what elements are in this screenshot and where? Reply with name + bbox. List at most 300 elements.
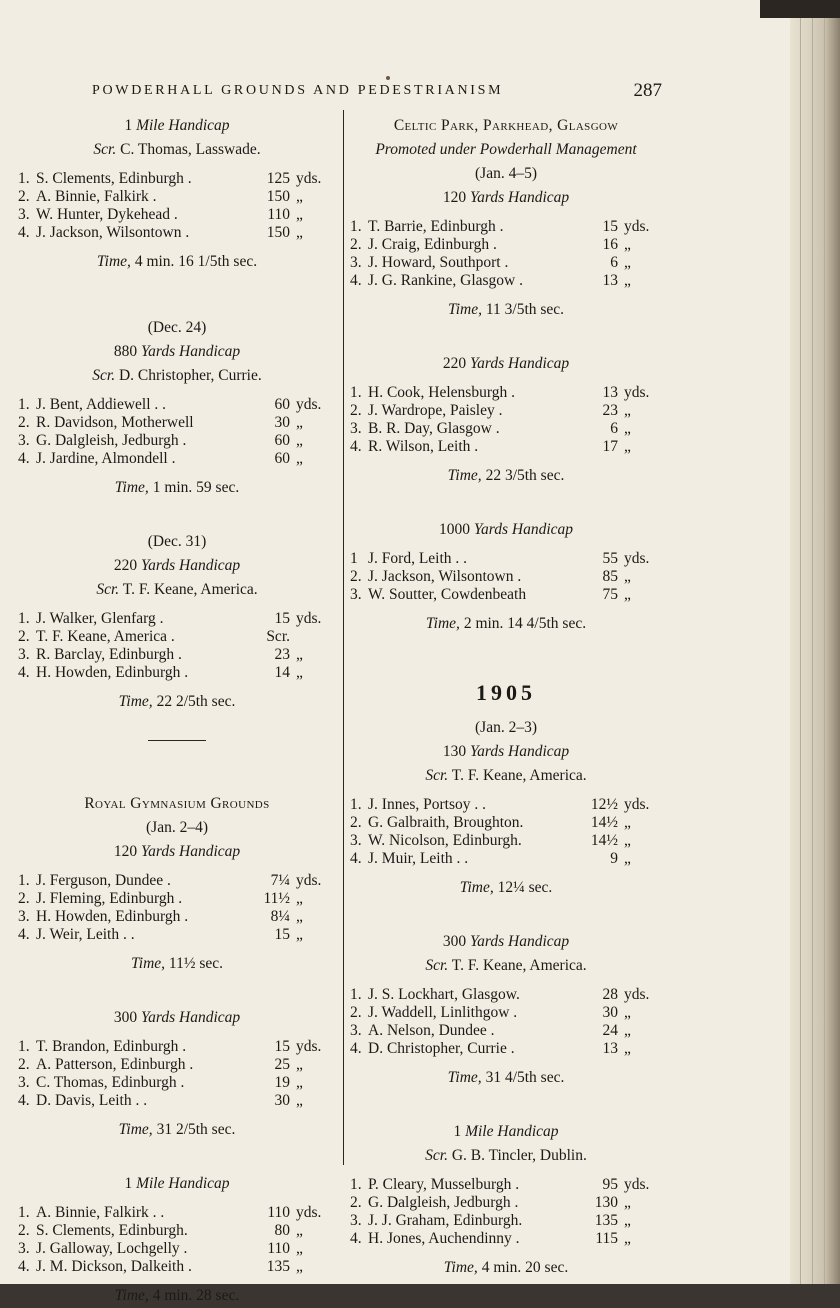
spacer [18,864,336,872]
competitor: J. Ferguson, Dundee . [36,872,171,889]
spacer [18,1196,336,1204]
result-row [350,402,662,420]
result-row [18,414,336,432]
start-allowance: 13 [602,1040,618,1057]
result-row [18,1240,336,1258]
venue-heading: Celtic Park, Parkhead, Glasgow [393,117,619,134]
result-row [350,438,662,456]
placing: 4. [18,1258,30,1275]
meeting-date: (Dec. 31) [147,533,207,550]
winning-time: Time, 4 min. 28 sec. [114,1287,240,1304]
result-row [18,1204,336,1222]
event-block [350,1120,662,1280]
placing: 4. [18,926,30,943]
competitor: D. Christopher, Currie . [368,1040,515,1057]
spacer [18,500,336,530]
event-title: 880 Yards Handicap [113,343,241,360]
result-row [350,1176,662,1194]
unit: „ [296,188,303,205]
result-row [18,450,336,468]
unit: „ [624,832,631,849]
start-allowance: 17 [602,438,618,455]
unit: „ [624,1004,631,1021]
start-allowance: 130 [594,1194,618,1211]
competitor: H. Howden, Edinburgh . [36,664,189,681]
unit: yds. [296,170,322,187]
placing: 2. [350,814,362,831]
event-block [18,530,336,714]
placing: 1. [350,986,362,1003]
unit: yds. [624,384,650,401]
event-block [18,1172,336,1308]
competitor: J. S. Lockhart, Glasgow. [368,986,520,1003]
spacer [350,604,662,612]
start-allowance: 60 [274,432,290,449]
column-divider [343,110,344,1165]
competitor: B. R. Day, Glasgow . [368,420,500,437]
competitor: J. Jardine, Almondell . [36,450,176,467]
event-block [350,518,662,636]
placing: 3. [350,1022,362,1039]
start-allowance: 13 [602,384,618,401]
unit: „ [296,1074,303,1091]
result-row [350,1022,662,1040]
unit: „ [624,586,631,603]
competitor: H. Cook, Helensburgh . [368,384,515,401]
unit: „ [296,1258,303,1275]
start-allowance: 30 [602,1004,618,1021]
start-allowance: 23 [602,402,618,419]
placing: 4. [350,850,362,867]
result-row [350,218,662,236]
unit: „ [296,224,303,241]
placing: 1. [350,384,362,401]
result-row [18,432,336,450]
competitor: J. Fleming, Edinburgh . [36,890,183,907]
result-row [350,1040,662,1058]
scratch-line: Scr. T. F. Keane, America. [425,767,587,784]
result-row [350,586,662,604]
competitor: W. Soutter, Cowdenbeath [368,586,527,603]
start-allowance: 7¼ [270,872,290,889]
placing: 3. [18,1074,30,1091]
winning-time: Time, 31 4/5th sec. [447,1069,565,1086]
spacer [18,242,336,250]
start-allowance: 110 [267,1204,290,1221]
placing: 2. [18,414,30,431]
result-row [18,1038,336,1056]
unit: yds. [296,872,322,889]
result-row [350,1194,662,1212]
unit: „ [624,402,631,419]
start-allowance: 28 [602,986,618,1003]
competitor: A. Nelson, Dundee . [368,1022,495,1039]
unit: „ [296,1222,303,1239]
unit: „ [624,438,631,455]
unit: yds. [296,1038,322,1055]
result-row [350,550,662,568]
competitor: G. Galbraith, Broughton. [368,814,524,831]
placing: 3. [18,908,30,925]
placing: 3. [350,254,362,271]
competitor: J. Bent, Addiewell . . [36,396,167,413]
unit: yds. [624,796,650,813]
page-number: 287 [633,80,662,101]
competitor: J. Ford, Leith . . [368,550,468,567]
competitor: J. M. Dickson, Dalkeith . [36,1258,192,1275]
placing: 3. [18,1240,30,1257]
unit: „ [624,1022,631,1039]
result-row [350,568,662,586]
unit: „ [296,890,303,907]
event-title: 1 Mile Handicap [453,1123,559,1140]
placing: 3. [18,206,30,223]
result-row [18,170,336,188]
unit: yds. [624,550,650,567]
winning-time: Time, 31 2/5th sec. [118,1121,236,1138]
unit: „ [296,646,303,663]
result-row [350,1230,662,1248]
placing: 4. [18,1092,30,1109]
event-title: 120 Yards Handicap [113,843,241,860]
result-row [18,1092,336,1110]
winning-time: Time, 4 min. 16 1/5th sec. [96,253,258,270]
event-block [18,114,336,274]
competitor: J. Craig, Edinburgh . [368,236,497,253]
result-row [350,832,662,850]
start-allowance: 150 [266,188,290,205]
result-row [18,926,336,944]
start-allowance: 150 [266,224,290,241]
start-allowance: 24 [602,1022,618,1039]
start-allowance: 60 [274,450,290,467]
spacer [350,1090,662,1120]
result-row [18,224,336,242]
spacer [350,456,662,464]
competitor: C. Thomas, Edinburgh . [36,1074,185,1091]
spacer [350,1248,662,1256]
page-header [92,80,662,104]
start-allowance: Scr. [266,628,290,645]
unit: yds. [296,1204,322,1221]
unit: „ [624,254,631,271]
spacer [350,900,662,930]
competitor: R. Wilson, Leith . [368,438,479,455]
start-allowance: 25 [274,1056,290,1073]
result-row [18,628,336,646]
spacer [18,1110,336,1118]
event-block [350,930,662,1090]
unit: „ [624,272,631,289]
spacer [18,1142,336,1172]
winning-time: Time, 22 2/5th sec. [118,693,236,710]
competitor: A. Patterson, Edinburgh . [36,1056,194,1073]
start-allowance: 6 [610,420,618,437]
scratch-line: Scr. T. F. Keane, America. [425,957,587,974]
placing: 3. [18,432,30,449]
placing: 3. [350,586,362,603]
spacer [350,1168,662,1176]
start-allowance: 135 [594,1212,618,1229]
start-allowance: 8¼ [270,908,290,925]
spacer [350,788,662,796]
placing: 2. [350,236,362,253]
start-allowance: 30 [274,1092,290,1109]
spacer [18,1276,336,1284]
placing: 3. [350,1212,362,1229]
unit: „ [296,926,303,943]
result-row [350,420,662,438]
competitor: S. Clements, Edinburgh. [36,1222,188,1239]
spacer [350,868,662,876]
start-allowance: 13 [602,272,618,289]
result-row [18,206,336,224]
start-allowance: 9 [610,850,618,867]
result-row [18,1258,336,1276]
unit: yds. [624,986,650,1003]
unit: „ [296,664,303,681]
result-row [350,814,662,832]
event-block [18,792,336,976]
venue-heading: Royal Gymnasium Grounds [84,795,270,812]
result-row [18,610,336,628]
competitor: J. J. Graham, Edinburgh. [368,1212,523,1229]
competitor: J. Jackson, Wilsontown . [36,224,190,241]
competitor: J. G. Rankine, Glasgow . [368,272,523,289]
competitor: W. Nicolson, Edinburgh. [368,832,522,849]
spacer [18,602,336,610]
event-title: 300 Yards Handicap [113,1009,241,1026]
competitor: J. Walker, Glenfarg . [36,610,164,627]
placing: 2. [18,188,30,205]
result-row [18,908,336,926]
placing: 2. [350,402,362,419]
start-allowance: 16 [602,236,618,253]
unit: „ [624,1194,631,1211]
start-allowance: 80 [274,1222,290,1239]
result-row [350,1004,662,1022]
unit: „ [296,432,303,449]
placing: 2. [350,1004,362,1021]
result-row [18,396,336,414]
winning-time: Time, 12¼ sec. [459,879,553,896]
result-row [18,890,336,908]
result-row [18,872,336,890]
competitor: J. Muir, Leith . . [368,850,469,867]
placing: 1. [350,218,362,235]
year-heading: 1905 [476,680,536,705]
spacer [350,290,662,298]
competitor: J. Wardrope, Paisley . [368,402,503,419]
competitor: H. Howden, Edinburgh . [36,908,189,925]
scratch-line: Scr. C. Thomas, Lasswade. [93,141,261,158]
competitor: P. Cleary, Musselburgh . [368,1176,520,1193]
event-block [18,1006,336,1142]
start-allowance: 15 [274,926,290,943]
placing: 1. [18,170,30,187]
placing: 4. [350,272,362,289]
competitor: A. Binnie, Falkirk . [36,188,157,205]
placing: 2. [18,890,30,907]
section-rule [148,740,206,741]
start-allowance: 14½ [590,814,618,831]
unit: „ [624,420,631,437]
placing: 1. [350,1176,362,1193]
result-row [350,272,662,290]
placing: 1 [350,550,358,567]
competitor: J. Galloway, Lochgelly . [36,1240,188,1257]
start-allowance: 135 [266,1258,290,1275]
event-block [350,676,662,900]
placing: 2. [18,1222,30,1239]
scratch-line: Scr. G. B. Tincler, Dublin. [425,1147,587,1164]
competitor: A. Binnie, Falkirk . . [36,1204,165,1221]
promoter-note: Promoted under Powderhall Management [375,141,637,158]
competitor: G. Dalgleish, Jedburgh . [368,1194,519,1211]
placing: 1. [18,1038,30,1055]
result-row [350,850,662,868]
start-allowance: 30 [274,414,290,431]
scratch-line: Scr. T. F. Keane, America. [96,581,258,598]
result-row [18,1056,336,1074]
result-row [350,796,662,814]
spacer [350,322,662,352]
result-row [18,646,336,664]
placing: 2. [18,628,30,645]
competitor: R. Barclay, Edinburgh . [36,646,182,663]
unit: „ [624,1040,631,1057]
event-block [350,114,662,322]
spacer [18,1030,336,1038]
event-title: 220 Yards Handicap [113,557,241,574]
start-allowance: 55 [602,550,618,567]
start-allowance: 14½ [590,832,618,849]
start-allowance: 12½ [590,796,618,813]
unit: „ [624,568,631,585]
winning-time: Time, 2 min. 14 4/5th sec. [425,615,587,632]
right-column [350,114,662,1280]
competitor: S. Clements, Edinburgh . [36,170,192,187]
start-allowance: 15 [602,218,618,235]
event-title: 130 Yards Handicap [442,743,570,760]
result-row [350,986,662,1004]
placing: 1. [350,796,362,813]
spacer [18,740,336,792]
unit: yds. [624,1176,650,1193]
start-allowance: 110 [267,1240,290,1257]
start-allowance: 6 [610,254,618,271]
competitor: J. Weir, Leith . . [36,926,135,943]
result-row [18,1222,336,1240]
unit: yds. [296,610,322,627]
unit: „ [296,908,303,925]
placing: 4. [350,438,362,455]
spacer [350,376,662,384]
result-row [18,664,336,682]
event-block [350,352,662,488]
unit: „ [296,1240,303,1257]
competitor: T. Barrie, Edinburgh . [368,218,504,235]
placing: 4. [18,450,30,467]
start-allowance: 95 [602,1176,618,1193]
placing: 4. [350,1040,362,1057]
unit: „ [624,814,631,831]
competitor: J. Jackson, Wilsontown . [368,568,522,585]
spacer [18,976,336,1006]
result-row [350,384,662,402]
spacer [18,274,336,316]
unit: yds. [296,396,322,413]
start-allowance: 23 [274,646,290,663]
unit: „ [296,1092,303,1109]
event-title: 1 Mile Handicap [124,117,230,134]
winning-time: Time, 22 3/5th sec. [447,467,565,484]
placing: 3. [350,832,362,849]
winning-time: Time, 1 min. 59 sec. [114,479,240,496]
spacer [18,162,336,170]
unit: „ [624,850,631,867]
result-row [350,236,662,254]
unit: „ [296,1056,303,1073]
start-allowance: 15 [274,1038,290,1055]
page-edges [790,0,840,1284]
start-allowance: 19 [274,1074,290,1091]
start-allowance: 125 [266,170,290,187]
start-allowance: 75 [602,586,618,603]
unit: „ [296,414,303,431]
placing: 4. [18,664,30,681]
result-row [350,254,662,272]
spacer [350,210,662,218]
event-title: 1 Mile Handicap [124,1175,230,1192]
placing: 1. [18,610,30,627]
result-row [18,188,336,206]
placing: 4. [18,224,30,241]
meeting-date: (Dec. 24) [147,319,207,336]
result-row [18,1074,336,1092]
competitor: W. Hunter, Dykehead . [36,206,178,223]
unit: „ [624,236,631,253]
start-allowance: 15 [274,610,290,627]
winning-time: Time, 4 min. 20 sec. [443,1259,569,1276]
event-title: 1000 Yards Handicap [438,521,574,538]
placing: 2. [350,568,362,585]
unit: yds. [624,218,650,235]
competitor: H. Jones, Auchendinny . [368,1230,520,1247]
unit: „ [296,450,303,467]
unit: „ [296,206,303,223]
meeting-date: (Jan. 4–5) [475,165,537,182]
start-allowance: 110 [267,206,290,223]
unit: „ [624,1230,631,1247]
placing: 3. [18,646,30,663]
competitor: J. Howard, Southport . [368,254,509,271]
competitor: J. Waddell, Linlithgow . [368,1004,518,1021]
meeting-date: (Jan. 2–3) [475,719,537,736]
spacer [18,388,336,396]
book-cover-edge [760,0,840,18]
event-title: 120 Yards Handicap [442,189,570,206]
spacer [350,542,662,550]
scratch-line: Scr. D. Christopher, Currie. [92,367,262,384]
start-allowance: 85 [602,568,618,585]
spacer [18,944,336,952]
left-column [18,114,336,1308]
result-row [350,1212,662,1230]
placing: 1. [18,1204,30,1221]
placing: 1. [18,396,30,413]
start-allowance: 115 [595,1230,618,1247]
